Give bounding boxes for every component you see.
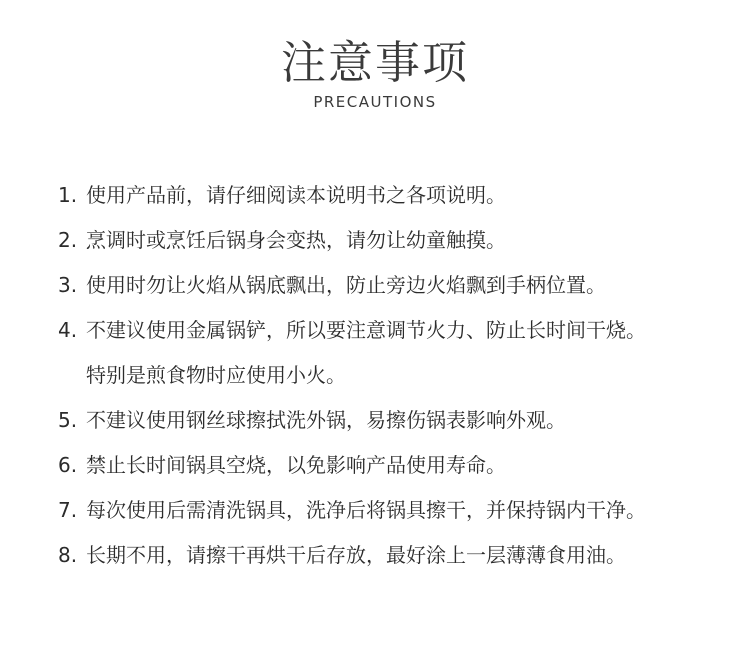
item-number: 5. <box>58 408 78 432</box>
list-item <box>58 488 738 533</box>
item-number: 1. <box>58 183 78 207</box>
page-title: 注意事项 <box>280 36 469 89</box>
item-text: 不建议使用金属锅铲，所以要注意调节火力、防止长时间干烧。 <box>86 318 646 342</box>
item-text: 使用时勿让火焰从锅底飘出，防止旁边火焰飘到手柄位置。 <box>86 273 606 297</box>
item-text: 长期不用，请擦干再烘干后存放，最好涂上一层薄薄食用油。 <box>86 543 626 567</box>
item-text: 使用产品前，请仔细阅读本说明书之各项说明。 <box>86 183 506 207</box>
list-item <box>58 533 738 578</box>
header <box>0 36 750 112</box>
item-number: 4. <box>58 318 78 342</box>
list-item <box>58 308 738 398</box>
item-text: 不建议使用钢丝球擦拭洗外锅，易擦伤锅表影响外观。 <box>86 408 566 432</box>
list-item <box>58 398 738 443</box>
item-text: 烹调时或烹饪后锅身会变热，请勿让幼童触摸。 <box>86 228 506 252</box>
item-number: 8. <box>58 543 78 567</box>
item-number: 3. <box>58 273 78 297</box>
item-number: 7. <box>58 498 78 522</box>
page-subtitle: PRECAUTIONS <box>313 93 437 111</box>
list-item <box>58 173 738 218</box>
item-text: 禁止长时间锅具空烧，以免影响产品使用寿命。 <box>86 453 506 477</box>
item-text: 每次使用后需清洗锅具，洗净后将锅具擦干，并保持锅内干净。 <box>86 498 646 522</box>
list-item <box>58 263 738 308</box>
list-item <box>58 218 738 263</box>
item-text-continued: 特别是煎食物时应使用小火。 <box>86 363 346 387</box>
item-number: 2. <box>58 228 78 252</box>
item-number: 6. <box>58 453 78 477</box>
precautions-list <box>58 173 738 578</box>
list-item <box>58 443 738 488</box>
